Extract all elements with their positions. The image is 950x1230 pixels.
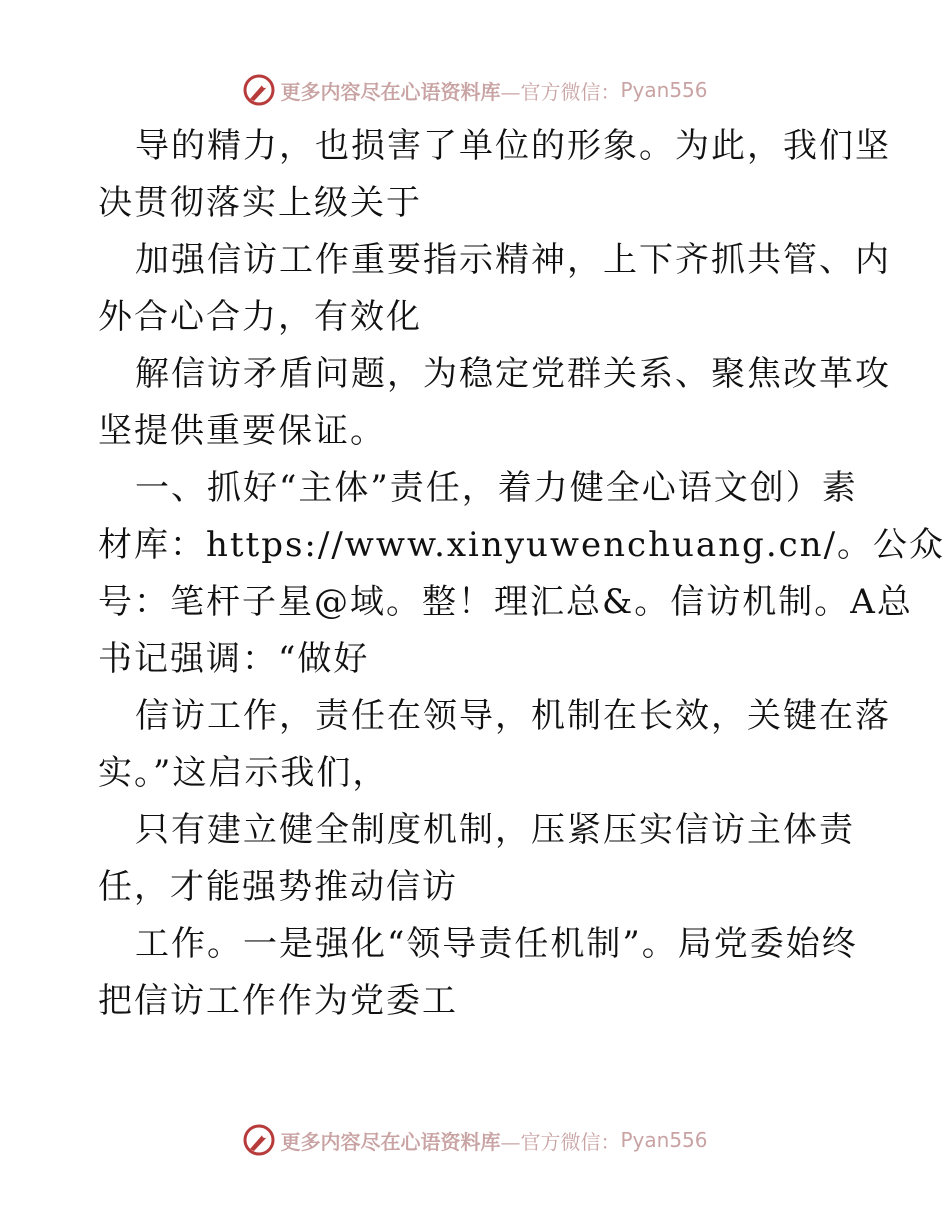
text-line: 坚提供重要保证。 xyxy=(98,411,386,451)
text-line: 材库：https://www.xinyuwenchuang.cn/。公众 xyxy=(98,525,946,565)
text-line: 决贯彻落实上级关于 xyxy=(98,183,422,223)
text-line: 把信访工作作为党委工 xyxy=(98,981,458,1021)
text-line: 实。”这启示我们， xyxy=(98,753,389,793)
text-line: 号：笔杆子星@域。整！理汇总&。信访机制。A总 xyxy=(98,582,913,622)
footer-watermark xyxy=(0,1120,950,1160)
text-line: 任，才能强势推动信访 xyxy=(98,867,458,907)
header-watermark-title: 更多内容尽在心语资料库 xyxy=(280,79,501,104)
text-line: 只有建立健全制度机制，压紧压实信访主体责 xyxy=(135,810,855,850)
pen-logo-icon xyxy=(242,1123,276,1157)
text-line: 加强信访工作重要指示精神，上下齐抓共管、内 xyxy=(135,240,891,280)
footer-watermark-title: 更多内容尽在心语资料库 xyxy=(280,1129,501,1154)
text-line: 外合心合力，有效化 xyxy=(98,297,422,337)
document-body xyxy=(98,118,946,1030)
footer-watermark-label: —官方微信： xyxy=(500,1129,621,1154)
text-line: 解信访矛盾问题，为稳定党群关系、聚焦改革攻 xyxy=(135,354,891,394)
text-line: 一、抓好“主体”责任，着力健全心语文创）素 xyxy=(135,468,858,508)
header-watermark xyxy=(0,70,950,110)
pen-logo-icon xyxy=(242,73,276,107)
footer-watermark-id: Pyan556 xyxy=(620,1128,708,1152)
text-line: 信访工作，责任在领导，机制在长效，关键在落 xyxy=(135,696,891,736)
header-watermark-label: —官方微信： xyxy=(500,79,621,104)
text-line: 导的精力，也损害了单位的形象。为此，我们坚 xyxy=(135,126,891,166)
text-line: 工作。一是强化“领导责任机制”。局党委始终 xyxy=(135,924,858,964)
text-line: 书记强调：“做好 xyxy=(98,639,370,679)
header-watermark-id: Pyan556 xyxy=(620,78,708,102)
